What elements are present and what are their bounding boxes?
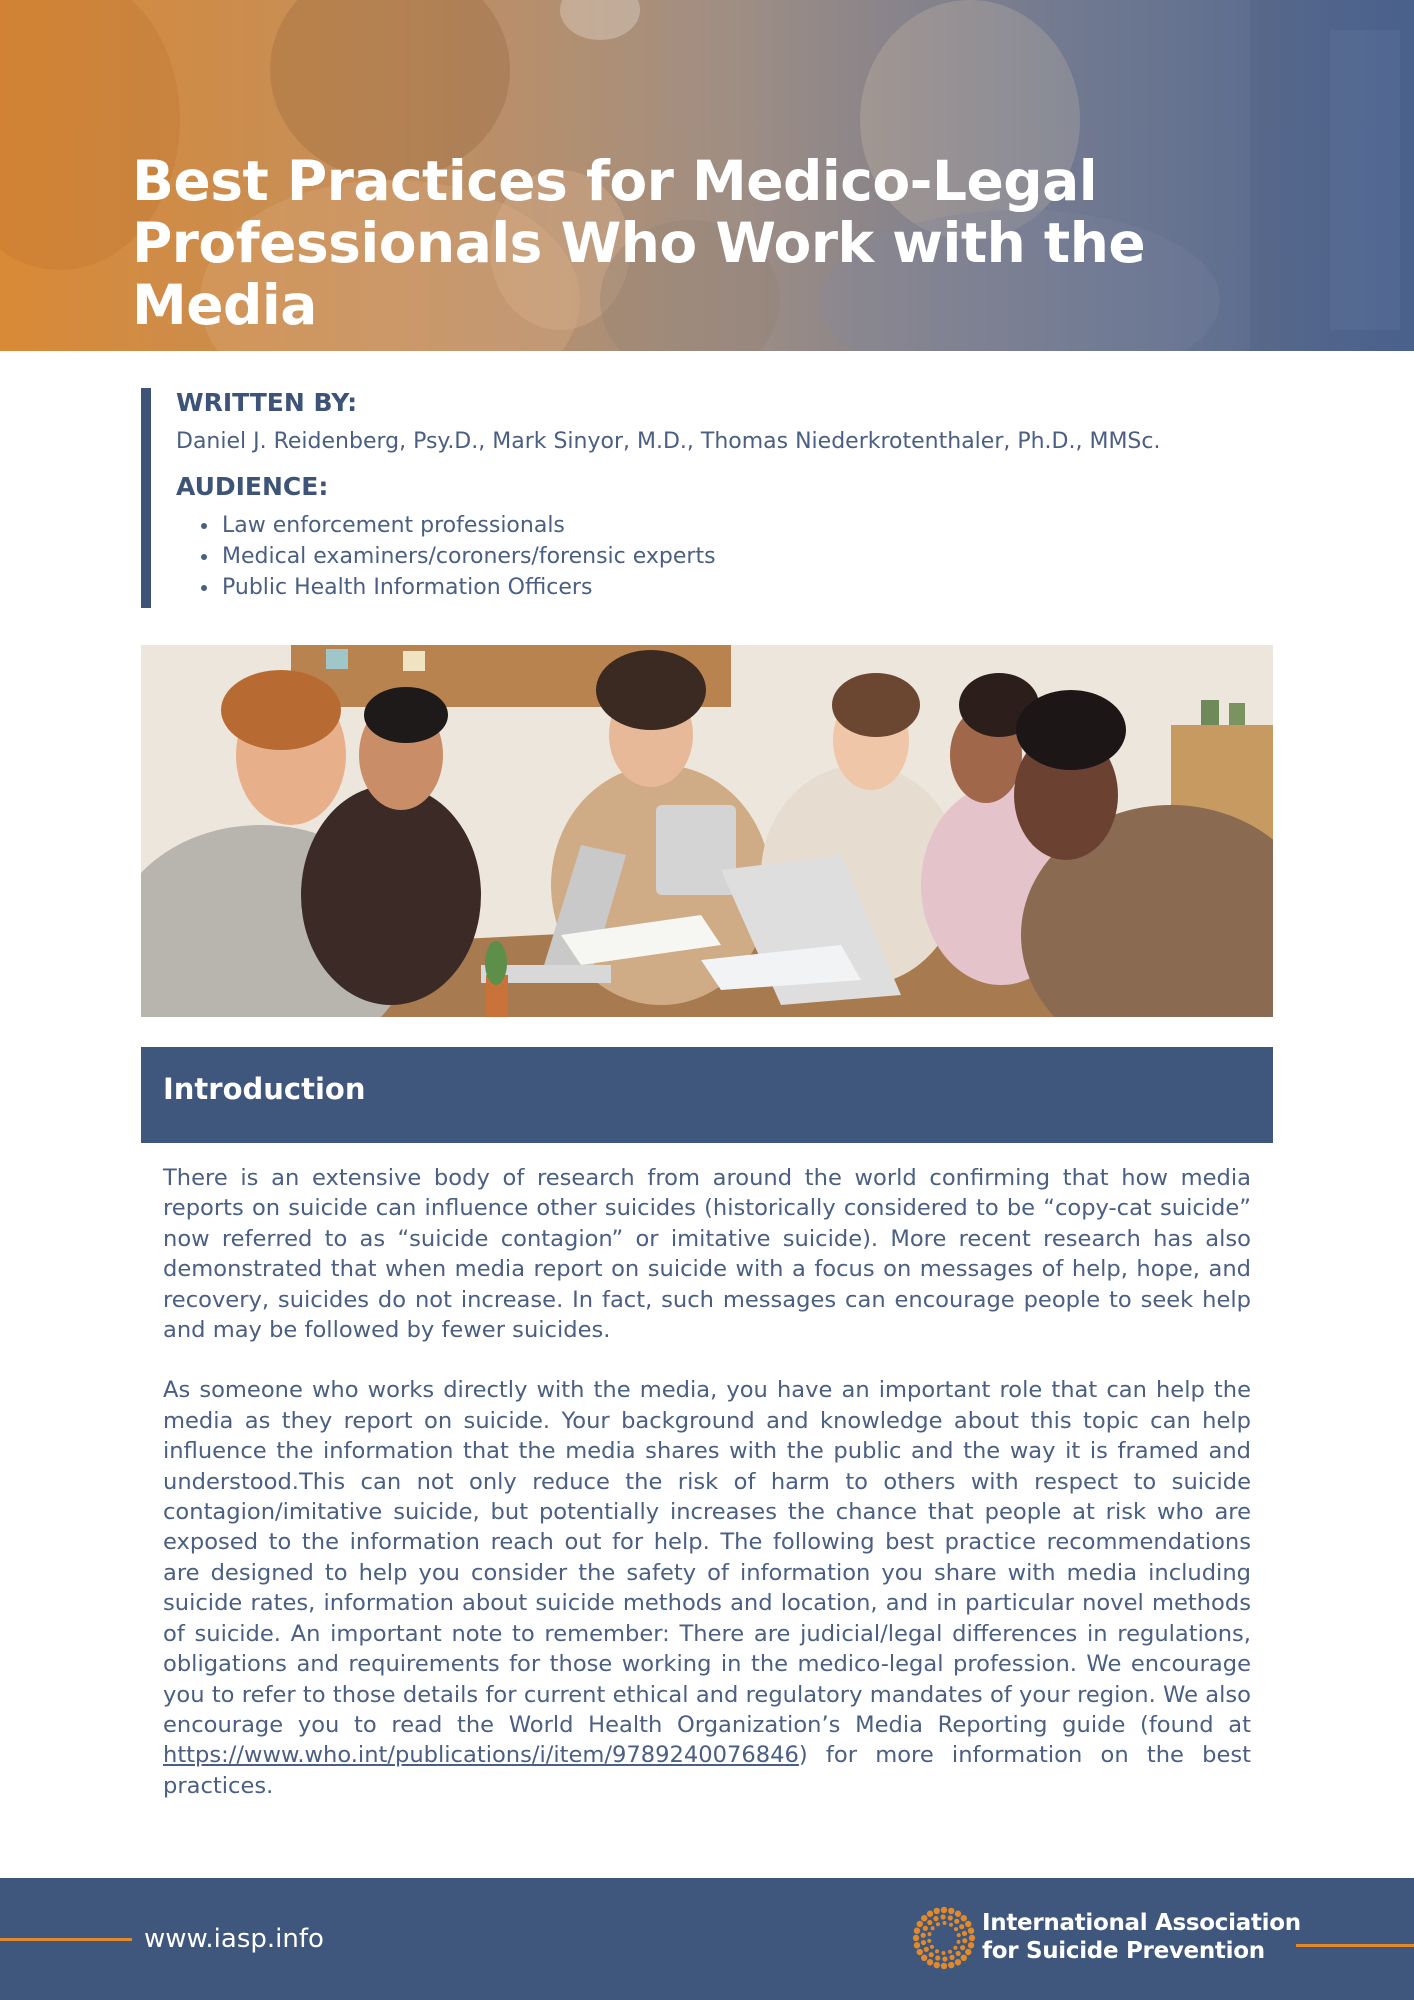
intro-paragraph-2 <box>163 1375 1251 1801</box>
team-meeting-illustration <box>141 645 1273 1017</box>
logo-dot <box>931 1926 935 1930</box>
logo-dot <box>935 1955 940 1960</box>
logo-dot <box>954 1927 958 1931</box>
logo-dot <box>955 1959 961 1965</box>
logo-dot <box>948 1915 953 1920</box>
intro-paragraph-1: There is an extensive body of research from around the world confirming that how media reports on suicide can influence other suicides (historically considered to be “copy-cat suicide” now referred to as “suicide contagion” or imitative suicide). More recent research has also demonstrated that when media report on suicide with a focus on messages of help, hope, and recovery, suicides do not increase. In fact, such messages can encourage people to seek help and may be followed by fewer suicides. <box>163 1165 1251 1344</box>
logo-dot <box>917 1921 923 1927</box>
logo-dot <box>940 1914 945 1919</box>
logo-dot <box>921 1940 926 1945</box>
logo-dot <box>961 1955 967 1961</box>
list-item: • Law enforcement professionals <box>220 510 1281 541</box>
logo-dot <box>921 1955 927 1961</box>
logo-dot <box>930 1945 934 1949</box>
footer-accent-line-left <box>0 1938 132 1941</box>
intro-paragraph-2-text: As someone who works directly with the media, you have an important role that can help the media as they report on suicide. Your background and knowledge about this topic can help influence the information that the media shares with the public and the way it is framed and understood.This can not only reduce the risk of harm to others with respect to suicide contagion/imitative suicide, but potentially increases the chance that people at risk who are exposed to the information reach out for help. The following best practice recommendations are designed to help you consider the safety of information you share with media including suicide rates, information about suicide methods and location, and in particular novel methods of suicide. An important note to remember: There are judicial/legal differences in regulations, obligations and requirements for those working in the medico-legal profession. We encourage you to refer to those details for current ethical and regulatory mandates of your region. We also encourage you to read the World Health Organization’s Media Reporting guide (found at <box>163 1377 1251 1738</box>
logo-dot <box>927 1959 933 1965</box>
logo-dot <box>934 1962 940 1968</box>
logo-dot <box>961 1915 967 1921</box>
introduction-heading: Introduction <box>163 1072 366 1106</box>
logo-dot <box>956 1951 961 1956</box>
logo-dot <box>929 1952 934 1957</box>
logo-dot <box>968 1942 974 1948</box>
page-title <box>132 150 1332 336</box>
logo-dot <box>927 1939 931 1943</box>
logo-dot <box>957 1940 961 1944</box>
logo-dot <box>913 1935 919 1941</box>
organization-name <box>982 1909 1301 1965</box>
footer <box>0 1878 1414 2000</box>
document-meta <box>141 388 1281 608</box>
logo-dot <box>917 1949 923 1955</box>
logo-dot <box>941 1907 947 1913</box>
page-title-line-2: Professionals Who Work with the Media <box>132 211 1146 337</box>
audience-label: AUDIENCE: <box>176 472 329 501</box>
footer-accent-line-right <box>1296 1944 1414 1947</box>
introduction-header-bar <box>141 1047 1273 1143</box>
logo-dot <box>933 1916 938 1921</box>
logo-dot <box>928 1932 932 1936</box>
logo-dot <box>921 1933 926 1938</box>
who-media-guide-link[interactable]: https://www.who.int/publications/i/item/9789240076846 <box>163 1742 799 1769</box>
logo-dot <box>943 1921 947 1925</box>
logo-dot <box>936 1922 940 1926</box>
logo-dot <box>934 1908 940 1914</box>
logo-dot <box>949 1955 954 1960</box>
logo-dot <box>957 1933 961 1937</box>
logo-dot <box>914 1942 920 1948</box>
logo-dot <box>927 1911 933 1917</box>
list-item: • Public Health Information Officers <box>220 572 1281 603</box>
logo-dot <box>962 1931 967 1936</box>
logo-dot <box>955 1911 961 1917</box>
logo-dot <box>935 1949 939 1953</box>
page-title-line-1: Best Practices for Medico-Legal <box>132 149 1098 213</box>
logo-dot <box>941 1951 945 1955</box>
logo-dot <box>924 1947 929 1952</box>
hero-banner <box>0 0 1414 351</box>
logo-dot <box>927 1920 932 1925</box>
logo-dot <box>948 1950 952 1954</box>
logo-dot <box>941 1963 947 1969</box>
authors-text: Daniel J. Reidenberg, Psy.D., Mark Sinyor, M.D., Thomas Niederkrotenthaler, Ph.D., MMSc. <box>176 429 1161 454</box>
written-by-label: WRITTEN BY: <box>176 388 358 417</box>
logo-dot <box>954 1919 959 1924</box>
logo-dot <box>953 1946 957 1950</box>
introduction-body <box>163 1163 1251 1831</box>
organization-name-line-1: International Association <box>982 1910 1301 1936</box>
logo-dot <box>914 1928 920 1934</box>
logo-dot <box>969 1935 975 1941</box>
logo-dot <box>965 1949 971 1955</box>
intro-paragraph-2-end: ) for more information on the best practices. <box>163 1742 1251 1799</box>
team-meeting-photo <box>141 645 1273 1017</box>
logo-dot <box>948 1908 954 1914</box>
logo-dot <box>948 1962 954 1968</box>
logo-dot <box>968 1928 974 1934</box>
logo-dot <box>942 1956 947 1961</box>
sunburst-logo-icon <box>912 1906 976 1970</box>
list-item: • Medical examiners/coroners/forensic experts <box>220 541 1281 572</box>
logo-dot <box>965 1921 971 1927</box>
logo-dot <box>962 1938 967 1943</box>
logo-dot <box>960 1945 965 1950</box>
logo-dot <box>921 1915 927 1921</box>
logo-dot <box>959 1924 964 1929</box>
logo-dot <box>923 1926 928 1931</box>
logo-dot <box>949 1923 953 1927</box>
organization-name-line-2: for Suicide Prevention <box>982 1938 1265 1964</box>
footer-website-link[interactable]: www.iasp.info <box>144 1924 324 1954</box>
audience-list <box>176 510 1281 603</box>
